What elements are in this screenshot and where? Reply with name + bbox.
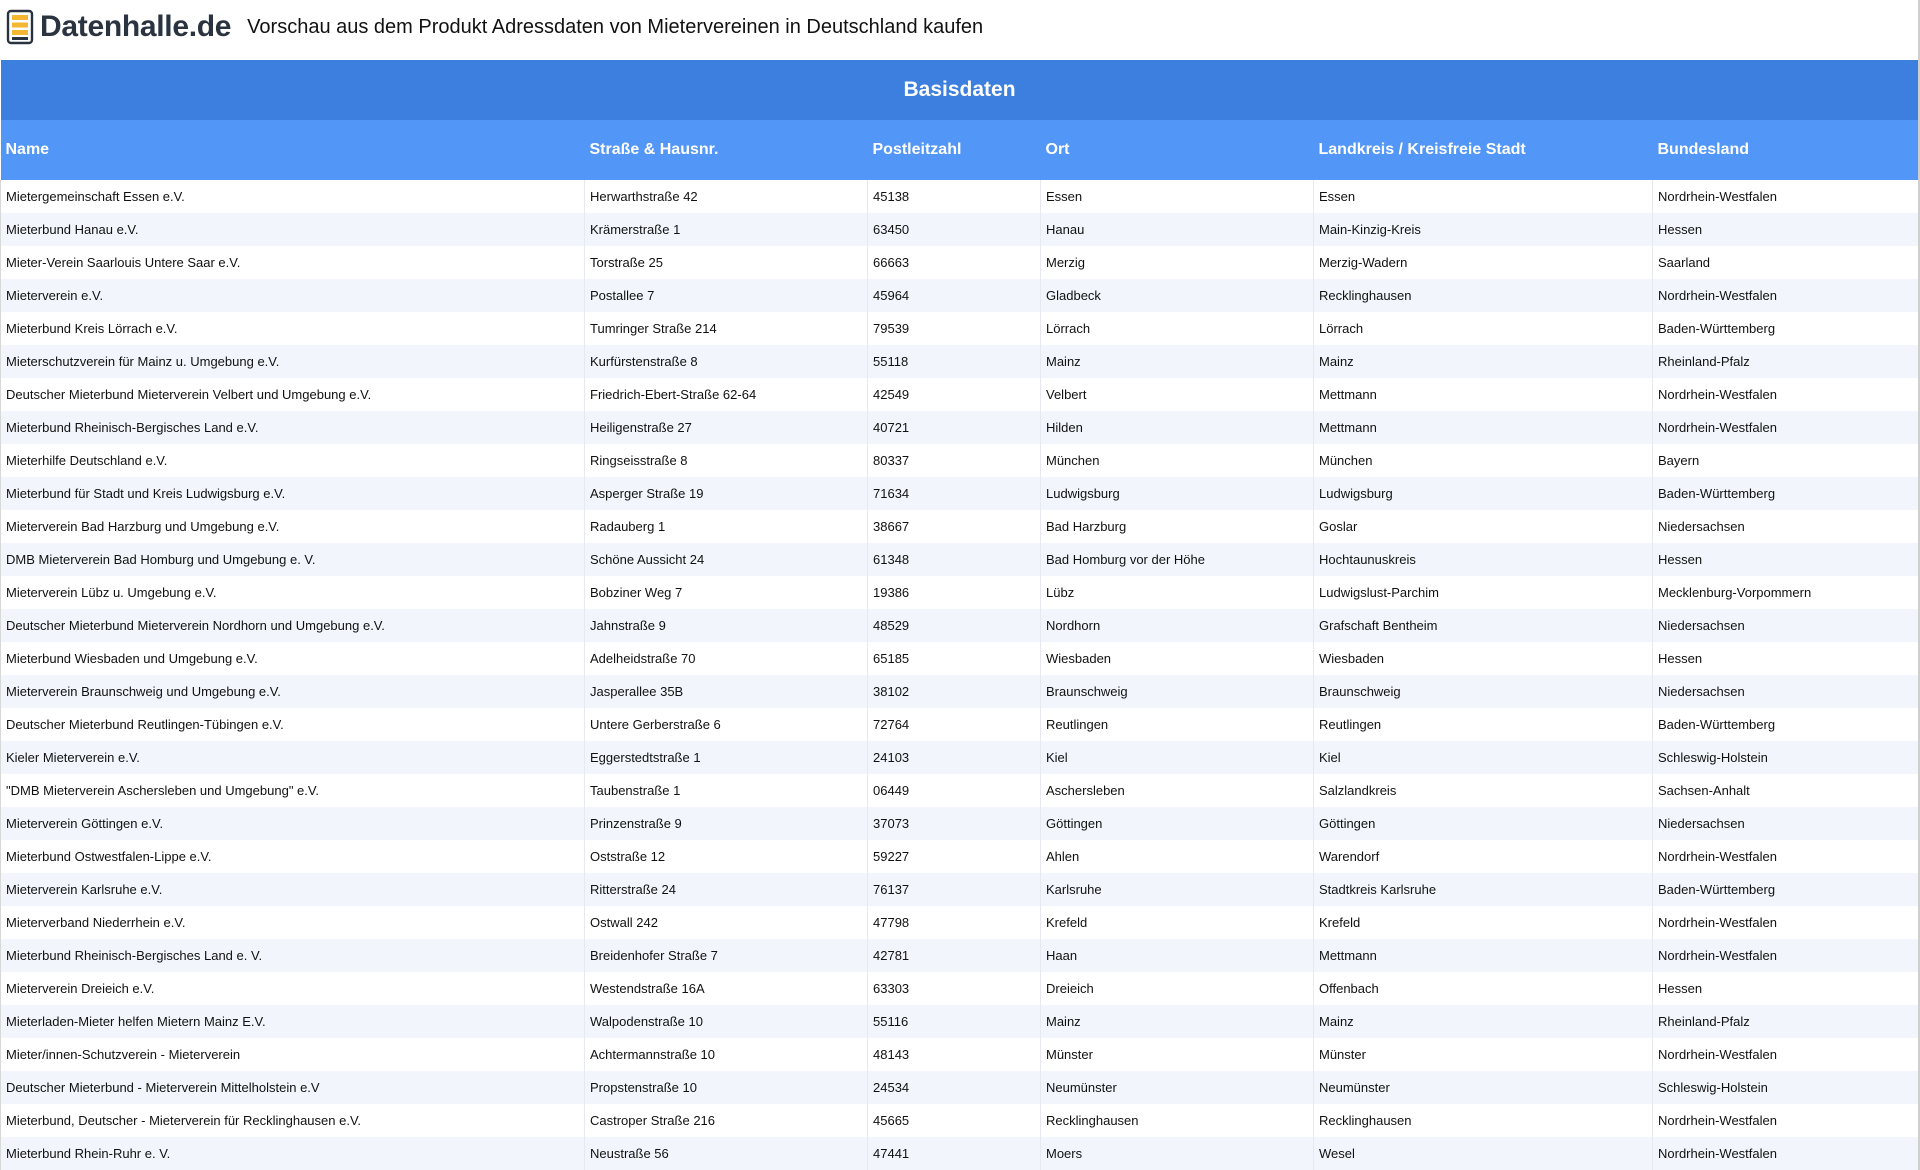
column-header-district[interactable]: Landkreis / Kreisfreie Stadt <box>1314 120 1653 180</box>
cell-city: Hanau <box>1041 213 1314 246</box>
cell-city: Moers <box>1041 1137 1314 1170</box>
page-title: Vorschau aus dem Produkt Adressdaten von Mietervereinen in Deutschland kaufen <box>247 15 984 38</box>
cell-district: Braunschweig <box>1314 675 1653 708</box>
cell-city: Lübz <box>1041 576 1314 609</box>
cell-name: Mieterbund Rhein-Ruhr e. V. <box>1 1137 585 1170</box>
cell-postal-code: 48143 <box>868 1038 1041 1071</box>
cell-name: DMB Mieterverein Bad Homburg und Umgebung e. V. <box>1 543 585 576</box>
cell-city: Mainz <box>1041 345 1314 378</box>
cell-city: Braunschweig <box>1041 675 1314 708</box>
cell-name: Mieterbund Kreis Lörrach e.V. <box>1 312 585 345</box>
cell-name: Mietergemeinschaft Essen e.V. <box>1 180 585 213</box>
table-row <box>1 213 1919 246</box>
cell-name: Mieterschutzverein für Mainz u. Umgebung e.V. <box>1 345 585 378</box>
cell-state: Mecklenburg-Vorpommern <box>1653 576 1919 609</box>
cell-state: Rheinland-Pfalz <box>1653 1005 1919 1038</box>
cell-street: Heiligenstraße 27 <box>585 411 868 444</box>
table-row <box>1 609 1919 642</box>
cell-street: Neustraße 56 <box>585 1137 868 1170</box>
cell-district: Recklinghausen <box>1314 1104 1653 1137</box>
cell-state: Baden-Württemberg <box>1653 873 1919 906</box>
cell-street: Friedrich-Ebert-Straße 62-64 <box>585 378 868 411</box>
cell-street: Ritterstraße 24 <box>585 873 868 906</box>
cell-state: Sachsen-Anhalt <box>1653 774 1919 807</box>
column-header-street[interactable]: Straße & Hausnr. <box>585 120 868 180</box>
cell-street: Bobziner Weg 7 <box>585 576 868 609</box>
cell-district: Mettmann <box>1314 378 1653 411</box>
cell-state: Hessen <box>1653 213 1919 246</box>
cell-street: Adelheidstraße 70 <box>585 642 868 675</box>
cell-city: Merzig <box>1041 246 1314 279</box>
cell-state: Nordrhein-Westfalen <box>1653 279 1919 312</box>
cell-district: Kiel <box>1314 741 1653 774</box>
cell-district: Wiesbaden <box>1314 642 1653 675</box>
column-header-state[interactable]: Bundesland <box>1653 120 1919 180</box>
cell-city: Ahlen <box>1041 840 1314 873</box>
cell-postal-code: 63450 <box>868 213 1041 246</box>
cell-state: Nordrhein-Westfalen <box>1653 939 1919 972</box>
section-header-row <box>1 60 1919 120</box>
cell-name: Mieterverein e.V. <box>1 279 585 312</box>
cell-street: Ringseisstraße 8 <box>585 444 868 477</box>
cell-name: Mieterbund Rheinisch-Bergisches Land e. V. <box>1 939 585 972</box>
cell-street: Asperger Straße 19 <box>585 477 868 510</box>
cell-street: Radauberg 1 <box>585 510 868 543</box>
cell-state: Saarland <box>1653 246 1919 279</box>
cell-postal-code: 79539 <box>868 312 1041 345</box>
cell-city: Recklinghausen <box>1041 1104 1314 1137</box>
cell-street: Herwarthstraße 42 <box>585 180 868 213</box>
cell-postal-code: 24103 <box>868 741 1041 774</box>
cell-postal-code: 06449 <box>868 774 1041 807</box>
cell-street: Breidenhofer Straße 7 <box>585 939 868 972</box>
table-row <box>1 279 1919 312</box>
cell-name: Mieter/innen-Schutzverein - Mieterverein <box>1 1038 585 1071</box>
table-row <box>1 1104 1919 1137</box>
table-row <box>1 1071 1919 1104</box>
cell-postal-code: 71634 <box>868 477 1041 510</box>
cell-postal-code: 59227 <box>868 840 1041 873</box>
cell-name: Mieterbund Hanau e.V. <box>1 213 585 246</box>
cell-postal-code: 40721 <box>868 411 1041 444</box>
cell-street: Prinzenstraße 9 <box>585 807 868 840</box>
cell-name: Mieterverein Dreieich e.V. <box>1 972 585 1005</box>
cell-district: Warendorf <box>1314 840 1653 873</box>
cell-district: Mettmann <box>1314 411 1653 444</box>
database-icon <box>5 8 37 46</box>
cell-state: Niedersachsen <box>1653 807 1919 840</box>
cell-district: Goslar <box>1314 510 1653 543</box>
table-row <box>1 411 1919 444</box>
table-row <box>1 477 1919 510</box>
cell-name: Mieterladen-Mieter helfen Mietern Mainz E.V. <box>1 1005 585 1038</box>
cell-city: Hilden <box>1041 411 1314 444</box>
cell-name: Mieterverband Niederrhein e.V. <box>1 906 585 939</box>
table-row <box>1 345 1919 378</box>
cell-street: Westendstraße 16A <box>585 972 868 1005</box>
table-row <box>1 675 1919 708</box>
cell-postal-code: 45964 <box>868 279 1041 312</box>
cell-city: Haan <box>1041 939 1314 972</box>
table-row <box>1 510 1919 543</box>
cell-district: Mainz <box>1314 345 1653 378</box>
cell-street: Oststraße 12 <box>585 840 868 873</box>
cell-city: Wiesbaden <box>1041 642 1314 675</box>
cell-state: Niedersachsen <box>1653 510 1919 543</box>
table-row <box>1 312 1919 345</box>
cell-street: Castroper Straße 216 <box>585 1104 868 1137</box>
cell-postal-code: 38102 <box>868 675 1041 708</box>
cell-district: Mettmann <box>1314 939 1653 972</box>
cell-district: Ludwigslust-Parchim <box>1314 576 1653 609</box>
cell-district: Main-Kinzig-Kreis <box>1314 213 1653 246</box>
data-table <box>0 60 1919 1170</box>
cell-street: Jasperallee 35B <box>585 675 868 708</box>
cell-state: Nordrhein-Westfalen <box>1653 840 1919 873</box>
cell-state: Niedersachsen <box>1653 609 1919 642</box>
cell-name: Mieterverein Lübz u. Umgebung e.V. <box>1 576 585 609</box>
table-row <box>1 1137 1919 1170</box>
cell-city: Lörrach <box>1041 312 1314 345</box>
cell-street: Torstraße 25 <box>585 246 868 279</box>
cell-state: Nordrhein-Westfalen <box>1653 378 1919 411</box>
column-header-city[interactable]: Ort <box>1041 120 1314 180</box>
logo-text: Datenhalle.de <box>40 10 232 43</box>
cell-district: Hochtaunuskreis <box>1314 543 1653 576</box>
table-row <box>1 246 1919 279</box>
cell-state: Baden-Württemberg <box>1653 477 1919 510</box>
table-row <box>1 840 1919 873</box>
column-header-name[interactable]: Name <box>1 120 585 180</box>
cell-city: Nordhorn <box>1041 609 1314 642</box>
cell-name: Mieterverein Bad Harzburg und Umgebung e.V. <box>1 510 585 543</box>
cell-postal-code: 55118 <box>868 345 1041 378</box>
column-header-postal-code[interactable]: Postleitzahl <box>868 120 1041 180</box>
cell-city: Krefeld <box>1041 906 1314 939</box>
cell-street: Krämerstraße 1 <box>585 213 868 246</box>
cell-state: Hessen <box>1653 543 1919 576</box>
table-row <box>1 444 1919 477</box>
cell-district: Münster <box>1314 1038 1653 1071</box>
cell-city: Gladbeck <box>1041 279 1314 312</box>
cell-name: Mieterbund Ostwestfalen-Lippe e.V. <box>1 840 585 873</box>
cell-name: Mieterverein Göttingen e.V. <box>1 807 585 840</box>
column-header-row <box>1 120 1919 180</box>
cell-city: Aschersleben <box>1041 774 1314 807</box>
cell-city: Münster <box>1041 1038 1314 1071</box>
cell-postal-code: 38667 <box>868 510 1041 543</box>
cell-district: Lörrach <box>1314 312 1653 345</box>
table-row <box>1 873 1919 906</box>
cell-district: Mainz <box>1314 1005 1653 1038</box>
cell-city: Ludwigsburg <box>1041 477 1314 510</box>
cell-state: Rheinland-Pfalz <box>1653 345 1919 378</box>
cell-postal-code: 80337 <box>868 444 1041 477</box>
top-bar <box>0 0 1920 54</box>
cell-name: Mieterhilfe Deutschland e.V. <box>1 444 585 477</box>
cell-state: Nordrhein-Westfalen <box>1653 1038 1919 1071</box>
table-row <box>1 543 1919 576</box>
cell-street: Untere Gerberstraße 6 <box>585 708 868 741</box>
cell-state: Hessen <box>1653 972 1919 1005</box>
cell-state: Hessen <box>1653 642 1919 675</box>
cell-street: Ostwall 242 <box>585 906 868 939</box>
cell-street: Eggerstedtstraße 1 <box>585 741 868 774</box>
section-title: Basisdaten <box>1 60 1919 120</box>
table-row <box>1 807 1919 840</box>
cell-district: Wesel <box>1314 1137 1653 1170</box>
cell-district: München <box>1314 444 1653 477</box>
cell-name: Mieterbund für Stadt und Kreis Ludwigsburg e.V. <box>1 477 585 510</box>
table-row <box>1 741 1919 774</box>
cell-street: Walpodenstraße 10 <box>585 1005 868 1038</box>
cell-street: Schöne Aussicht 24 <box>585 543 868 576</box>
cell-name: Mieterbund Wiesbaden und Umgebung e.V. <box>1 642 585 675</box>
table-row <box>1 378 1919 411</box>
cell-district: Recklinghausen <box>1314 279 1653 312</box>
table-row <box>1 642 1919 675</box>
cell-city: Essen <box>1041 180 1314 213</box>
table-row <box>1 1038 1919 1071</box>
cell-state: Niedersachsen <box>1653 675 1919 708</box>
cell-postal-code: 66663 <box>868 246 1041 279</box>
table-row <box>1 1005 1919 1038</box>
cell-district: Offenbach <box>1314 972 1653 1005</box>
cell-name: Mieterbund, Deutscher - Mieterverein für Recklinghausen e.V. <box>1 1104 585 1137</box>
cell-city: Karlsruhe <box>1041 873 1314 906</box>
cell-city: Kiel <box>1041 741 1314 774</box>
cell-state: Baden-Württemberg <box>1653 708 1919 741</box>
cell-name: Kieler Mieterverein e.V. <box>1 741 585 774</box>
cell-postal-code: 63303 <box>868 972 1041 1005</box>
cell-name: Deutscher Mieterbund Mieterverein Velbert und Umgebung e.V. <box>1 378 585 411</box>
cell-postal-code: 24534 <box>868 1071 1041 1104</box>
cell-postal-code: 45665 <box>868 1104 1041 1137</box>
cell-postal-code: 76137 <box>868 873 1041 906</box>
datenhalle-logo[interactable] <box>5 7 231 47</box>
cell-postal-code: 47798 <box>868 906 1041 939</box>
cell-state: Baden-Württemberg <box>1653 312 1919 345</box>
cell-state: Nordrhein-Westfalen <box>1653 411 1919 444</box>
cell-postal-code: 37073 <box>868 807 1041 840</box>
table-row <box>1 576 1919 609</box>
cell-state: Schleswig-Holstein <box>1653 741 1919 774</box>
cell-postal-code: 61348 <box>868 543 1041 576</box>
cell-state: Nordrhein-Westfalen <box>1653 1104 1919 1137</box>
cell-district: Essen <box>1314 180 1653 213</box>
cell-street: Postallee 7 <box>585 279 868 312</box>
cell-name: Deutscher Mieterbund Reutlingen-Tübingen e.V. <box>1 708 585 741</box>
cell-city: Dreieich <box>1041 972 1314 1005</box>
cell-name: Mieterbund Rheinisch-Bergisches Land e.V. <box>1 411 585 444</box>
cell-street: Achtermannstraße 10 <box>585 1038 868 1071</box>
cell-city: Neumünster <box>1041 1071 1314 1104</box>
cell-postal-code: 45138 <box>868 180 1041 213</box>
cell-city: Reutlingen <box>1041 708 1314 741</box>
cell-street: Taubenstraße 1 <box>585 774 868 807</box>
table-row <box>1 906 1919 939</box>
cell-postal-code: 47441 <box>868 1137 1041 1170</box>
cell-postal-code: 72764 <box>868 708 1041 741</box>
cell-city: Göttingen <box>1041 807 1314 840</box>
cell-street: Jahnstraße 9 <box>585 609 868 642</box>
table-row <box>1 708 1919 741</box>
table-row <box>1 180 1919 213</box>
table-body <box>1 180 1919 1170</box>
cell-district: Grafschaft Bentheim <box>1314 609 1653 642</box>
cell-street: Tumringer Straße 214 <box>585 312 868 345</box>
cell-district: Neumünster <box>1314 1071 1653 1104</box>
cell-city: Velbert <box>1041 378 1314 411</box>
cell-name: Mieter-Verein Saarlouis Untere Saar e.V. <box>1 246 585 279</box>
cell-district: Reutlingen <box>1314 708 1653 741</box>
cell-name: Mieterverein Karlsruhe e.V. <box>1 873 585 906</box>
cell-state: Nordrhein-Westfalen <box>1653 906 1919 939</box>
table-row <box>1 939 1919 972</box>
cell-district: Salzlandkreis <box>1314 774 1653 807</box>
cell-postal-code: 42781 <box>868 939 1041 972</box>
cell-postal-code: 55116 <box>868 1005 1041 1038</box>
cell-postal-code: 19386 <box>868 576 1041 609</box>
cell-postal-code: 48529 <box>868 609 1041 642</box>
cell-district: Ludwigsburg <box>1314 477 1653 510</box>
cell-district: Krefeld <box>1314 906 1653 939</box>
cell-postal-code: 65185 <box>868 642 1041 675</box>
cell-street: Kurfürstenstraße 8 <box>585 345 868 378</box>
cell-name: Mieterverein Braunschweig und Umgebung e.V. <box>1 675 585 708</box>
cell-district: Göttingen <box>1314 807 1653 840</box>
table-row <box>1 972 1919 1005</box>
cell-city: München <box>1041 444 1314 477</box>
cell-state: Nordrhein-Westfalen <box>1653 180 1919 213</box>
cell-city: Mainz <box>1041 1005 1314 1038</box>
table-row <box>1 774 1919 807</box>
cell-name: Deutscher Mieterbund - Mieterverein Mittelholstein e.V <box>1 1071 585 1104</box>
cell-state: Nordrhein-Westfalen <box>1653 1137 1919 1170</box>
cell-city: Bad Harzburg <box>1041 510 1314 543</box>
cell-state: Schleswig-Holstein <box>1653 1071 1919 1104</box>
cell-postal-code: 42549 <box>868 378 1041 411</box>
cell-name: Deutscher Mieterbund Mieterverein Nordhorn und Umgebung e.V. <box>1 609 585 642</box>
cell-state: Bayern <box>1653 444 1919 477</box>
cell-district: Merzig-Wadern <box>1314 246 1653 279</box>
cell-name: "DMB Mieterverein Aschersleben und Umgebung" e.V. <box>1 774 585 807</box>
cell-street: Propstenstraße 10 <box>585 1071 868 1104</box>
cell-district: Stadtkreis Karlsruhe <box>1314 873 1653 906</box>
cell-city: Bad Homburg vor der Höhe <box>1041 543 1314 576</box>
